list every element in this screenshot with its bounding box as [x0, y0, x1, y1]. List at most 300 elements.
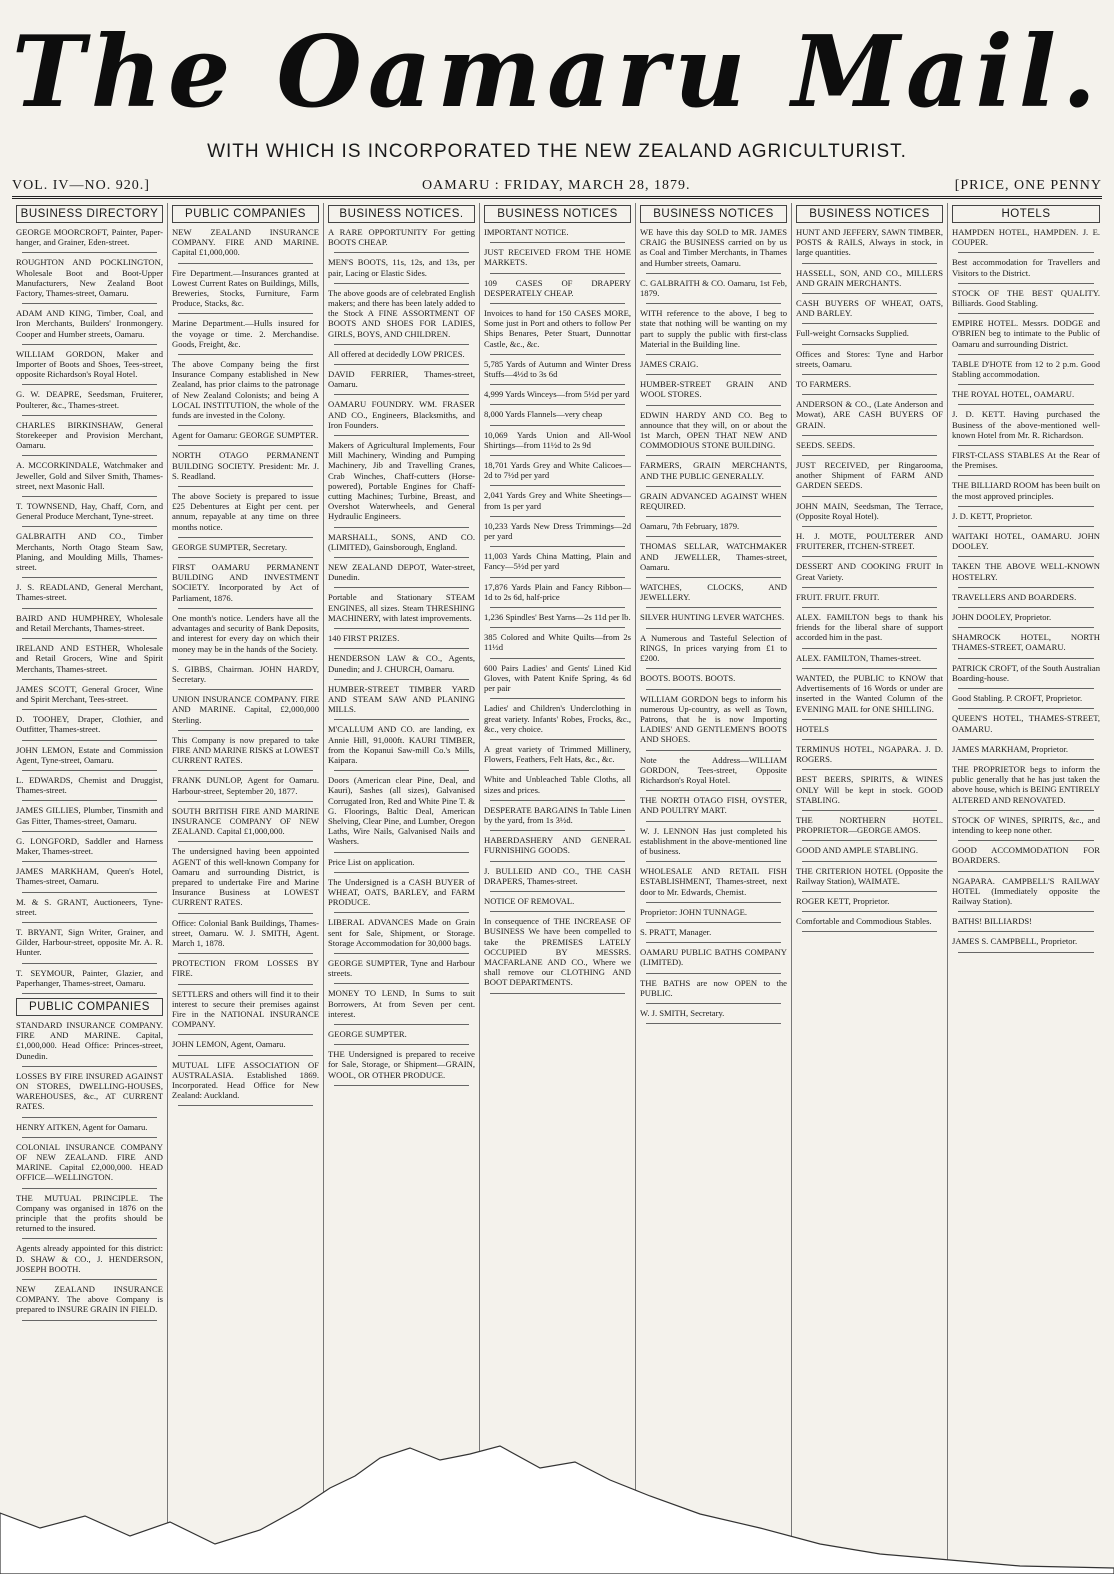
ad-divider	[334, 679, 469, 680]
advertisement: GOOD AND AMPLE STABLING.	[796, 845, 919, 856]
advertisement: 4,999 Yards Winceys—from 5½d per yard	[484, 389, 630, 400]
ad-divider	[802, 739, 937, 740]
ad-divider	[490, 242, 625, 243]
ad-divider	[646, 902, 781, 903]
advertisement: A RARE OPPORTUNITY For getting BOOTS CHEAP.	[328, 227, 475, 248]
advertisement: 2,041 Yards Grey and White Sheetings—from 1s per yard	[484, 490, 631, 511]
advertisement: BATHS! BILLIARDS!	[952, 916, 1032, 927]
advertisement: JOHN MAIN, Seedsman, The Terrace, (Opposite Royal Hotel).	[796, 500, 943, 521]
column-1	[12, 203, 168, 1568]
ad-divider	[334, 628, 469, 629]
column-heading: HOTELS	[952, 205, 1100, 223]
ad-divider	[22, 526, 157, 527]
advertisement: Offices and Stores: Tyne and Harbor streets, Oamaru.	[796, 348, 943, 369]
ad-divider	[178, 445, 313, 446]
ad-divider	[334, 1044, 469, 1045]
ad-divider	[646, 607, 781, 608]
ad-divider	[802, 263, 937, 264]
ad-divider	[958, 931, 1094, 932]
advertisement: EMPIRE HOTEL. Messrs. DODGE and O'BRIEN beg to intimate to the Public of Oamaru and surrounding District.	[952, 318, 1100, 349]
ad-divider	[646, 405, 781, 406]
ad-divider	[646, 668, 781, 669]
ad-divider	[802, 607, 937, 608]
advertisement: T. BRYANT, Sign Writer, Grainer, and Gilder, Harbour-street, opposite Mr. A. R. Hunter.	[16, 926, 163, 958]
column-heading: BUSINESS NOTICES	[796, 205, 943, 223]
advertisement: COLONIAL INSURANCE COMPANY OF NEW ZEALAND. FIRE AND MARINE. Capital £2,000,000. HEAD OFFICE—WELLINGTON.	[16, 1141, 163, 1183]
advertisement: All offered at decidedly LOW PRICES.	[328, 348, 465, 359]
ad-divider	[22, 252, 157, 253]
ad-divider	[22, 831, 157, 832]
ad-divider	[22, 608, 157, 609]
ad-divider	[802, 931, 937, 932]
advertisement: J. S. READLAND, General Merchant, Thames-street.	[16, 582, 163, 603]
advertisement: STOCK OF WINES, SPIRITS, &c., and intending to keep none other.	[952, 814, 1100, 835]
ad-divider	[490, 861, 625, 862]
ad-divider	[22, 922, 157, 923]
advertisement: Best accommodation for Travellers and Visitors to the District.	[952, 257, 1100, 278]
ad-divider	[958, 526, 1094, 527]
advertisement: WE have this day SOLD to MR. JAMES CRAIG the BUSINESS carried on by us as Coal and Timber Merchants, in Thames and Humber streets, Oamaru.	[640, 227, 787, 268]
ad-divider	[22, 1188, 157, 1189]
advertisement: THE CRITERION HOTEL (Opposite the Railway Station), WAIMATE.	[796, 865, 943, 886]
column-6	[792, 203, 948, 1568]
ad-divider	[958, 739, 1094, 740]
ad-divider	[646, 689, 781, 690]
advertisement: TO FARMERS.	[796, 379, 852, 390]
ad-divider	[22, 496, 157, 497]
ad-divider	[334, 1085, 469, 1086]
advertisement: ALEX. FAMILTON begs to thank his friends for the liberal share of support accorded him in the past.	[796, 612, 943, 643]
ad-divider	[490, 993, 625, 994]
advertisement: NORTH OTAGO PERMANENT BUILDING SOCIETY. President: Mr. J. S. Readland.	[172, 450, 319, 481]
ad-divider	[178, 313, 313, 314]
advertisement: This Company is now prepared to take FIRE AND MARINE RISKS at LOWEST CURRENT RATES.	[172, 734, 319, 766]
ad-divider	[802, 769, 937, 770]
advertisement: H. J. MOTE, POULTERER AND FRUITERER, ITCHEN-STREET.	[796, 531, 943, 552]
ad-divider	[802, 323, 937, 324]
ad-divider	[802, 911, 937, 912]
ad-divider	[334, 587, 469, 588]
ad-divider	[22, 963, 157, 964]
advertisement: DESPERATE BARGAINS In Table Linen by the yard, from 1s 3½d.	[484, 804, 631, 825]
advertisement: 10,069 Yards Union and All-Wool Shirtings—from 11½d to 2s 9d	[484, 429, 631, 450]
ad-divider	[178, 730, 313, 731]
ad-divider	[958, 587, 1094, 588]
ad-divider	[334, 953, 469, 954]
advertisement: S. PRATT, Manager.	[640, 926, 712, 937]
advertisement: JAMES MARKHAM, Proprietor.	[952, 743, 1069, 754]
advertisement: JOHN DOOLEY, Proprietor.	[952, 612, 1052, 623]
ad-divider	[490, 303, 625, 304]
advertisement: Agent for Oamaru: GEORGE SUMPTER.	[172, 430, 319, 441]
advertisement: WANTED, the PUBLIC to KNOW that Advertisements of 16 Words or under are inserted in the Wanted Column of the EVENING MAIL for ONE SHILLING.	[796, 672, 943, 714]
ad-divider	[958, 475, 1094, 476]
ad-divider	[646, 354, 781, 355]
ad-divider	[802, 648, 937, 649]
column-subheading: PUBLIC COMPANIES	[16, 998, 163, 1016]
ad-divider	[22, 455, 157, 456]
ad-divider	[646, 790, 781, 791]
ad-divider	[22, 740, 157, 741]
advertisement: L. EDWARDS, Chemist and Druggist, Thames-street.	[16, 774, 163, 796]
advertisement: PATRICK CROFT, of the South Australian Boarding-house.	[952, 662, 1101, 683]
advertisement: The above goods are of celebrated English makers; and there has been lately added to the Stock A FINE ASSORTMENT OF BOOTS AND SHOES FOR LADIES, GIRLS, BOYS, AND CHILDREN.	[328, 287, 475, 339]
ad-divider	[22, 892, 157, 893]
ad-divider	[490, 384, 625, 385]
ad-divider	[958, 384, 1094, 385]
ad-divider	[802, 455, 937, 456]
advertisement: Portable and Stationary STEAM ENGINES, all sizes. Steam THRESHING MACHINERY, with latest improvements.	[328, 592, 475, 623]
advertisement: JOHN LEMON, Estate and Commission Agent, Tyne-street, Oamaru.	[16, 744, 163, 765]
ad-divider	[490, 577, 625, 578]
advertisement: BAIRD AND HUMPHREY, Wholesale and Retail Merchants, Thames-street.	[16, 612, 163, 633]
ad-divider	[178, 689, 313, 690]
advertisement: Fire Department.—Insurances granted at Lowest Current Rates on Buildings, Mills, Breweries, Stocks, Furniture, Farm Produce, Stacks, &c.	[172, 267, 319, 309]
advertisement: WILLIAM GORDON begs to inform his numerous Up-country, as well as Town, Patrons, that he is now Importing LADIES' AND GENTLEMEN'S BOOTS AND SHOES.	[640, 693, 787, 745]
advertisement: Comfortable and Commodious Stables.	[796, 916, 932, 927]
advertisement: 140 FIRST PRIZES.	[328, 633, 400, 644]
advertisement: THE BATHS are now OPEN to the PUBLIC.	[640, 977, 787, 998]
ad-divider	[802, 344, 937, 345]
advertisement: BEST BEERS, SPIRITS, & WINES ONLY Will be kept in stock. GOOD STABLING.	[796, 774, 943, 805]
ad-divider	[646, 1003, 781, 1004]
advertisement: WILLIAM GORDON, Maker and Importer of Boots and Shoes, Tees-street, opposite Richardson's Royal Hotel.	[16, 348, 163, 380]
ad-divider	[334, 394, 469, 395]
ad-divider	[802, 526, 937, 527]
ad-divider	[22, 1320, 157, 1321]
advertisement: BOOTS. BOOTS. BOOTS.	[640, 673, 736, 684]
advertisement: G. W. DEAPRE, Seedsman, Fruiterer, Poulterer, &c., Thames-street.	[16, 389, 163, 410]
advertisement: 109 CASES OF DRAPERY DESPERATELY CHEAP.	[484, 277, 631, 298]
ad-divider	[178, 1055, 313, 1056]
advertisement: THE MUTUAL PRINCIPLE. The Company was organised in 1876 on the principle that the profits should be returned to the insured.	[16, 1192, 163, 1234]
column-4	[480, 203, 636, 1568]
ad-divider	[490, 739, 625, 740]
advertisement: Invoices to hand for 150 CASES MORE, Some just in Port and others to follow Per Ships Benares, Peter Stuart, Dunnottar Castle, &c., &c.	[484, 308, 631, 349]
advertisement: JAMES GILLIES, Plumber, Tinsmith and Gas Fitter, Thames-street, Oamaru.	[16, 805, 163, 826]
advertisement: The above Company being the first Insurance Company established in New Zealand, has prior claims to the patronage of New Zealand Colonists; and being A LOCAL INSTITUTION, the whole of the funds are invested in the Colony.	[172, 359, 319, 421]
ad-divider	[22, 415, 157, 416]
advertisement: OAMARU FOUNDRY. WM. FRASER AND CO., Engineers, Blacksmiths, and Iron Founders.	[328, 399, 475, 430]
ad-divider	[334, 1024, 469, 1025]
ad-divider	[178, 984, 313, 985]
advertisement: T. SEYMOUR, Painter, Glazier, and Paperhanger, Thames-street, Oamaru.	[16, 967, 163, 988]
advertisement: T. TOWNSEND, Hay, Chaff, Corn, and General Produce Merchant, Tyne-street.	[16, 501, 163, 522]
ad-divider	[646, 486, 781, 487]
ad-divider	[490, 607, 625, 608]
ad-divider	[178, 1105, 313, 1106]
ad-divider	[958, 708, 1094, 709]
ad-divider	[802, 435, 937, 436]
masthead-subtitle: WITH WHICH IS INCORPORATED THE NEW ZEALAND AGRICULTURIST.	[207, 141, 907, 162]
ad-divider	[958, 607, 1094, 608]
advertisement: J. D. KETT. Having purchased the Business of the above-mentioned well-known Hotel from Mr. R. Richardson.	[952, 409, 1100, 440]
ad-divider	[958, 952, 1094, 953]
advertisement: MONEY TO LEND, In Sums to suit Borrowers, At from Seven per cent. interest.	[328, 988, 475, 1019]
advertisement: THE NORTHERN HOTEL. PROPRIETOR—GEORGE AMOS.	[796, 814, 943, 836]
ad-divider	[490, 425, 625, 426]
column-heading: BUSINESS NOTICES	[640, 205, 787, 223]
advertisement: OAMARU PUBLIC BATHS COMPANY (LIMITED).	[640, 947, 787, 968]
advertisement: G. LONGFORD, Saddler and Harness Maker, Thames-street.	[16, 835, 163, 856]
ad-divider	[334, 435, 469, 436]
ad-divider	[334, 719, 469, 720]
column-heading: BUSINESS DIRECTORY	[16, 205, 163, 223]
ad-divider	[22, 577, 157, 578]
advertisement: HAMPDEN HOTEL, HAMPDEN. J. E. COUPER.	[952, 227, 1100, 248]
advertisement: M. & S. GRANT, Auctioneers, Tyne-street.	[16, 896, 163, 917]
advertisement: SOUTH BRITISH FIRE AND MARINE INSURANCE COMPANY OF NEW ZEALAND. Capital £1,000,000.	[172, 805, 319, 837]
advertisement: Oamaru, 7th February, 1879.	[640, 521, 740, 532]
ad-divider	[22, 1066, 157, 1067]
advertisement: A great variety of Trimmed Millinery, Flowers, Feathers, Felt Hats, &c., &c.	[484, 743, 631, 765]
masthead-rule	[12, 196, 1102, 199]
ad-divider	[802, 668, 937, 669]
advertisement: W. J. LENNON Has just completed his establishment in the above-mentioned line of business.	[640, 825, 787, 856]
volume-number: VOL. IV—NO. 920.]	[12, 178, 150, 193]
advertisement: GEORGE SUMPTER, Tyne and Harbour streets.	[328, 957, 475, 979]
advertisement: A Numerous and Tasteful Selection of RINGS, In prices varying from £1 to £200.	[640, 632, 787, 664]
advertisement: One month's notice. Lenders have all the advantages and security of Bank Deposits, and interest for every day on which their money may be in the hands of the Society.	[172, 612, 319, 654]
ad-divider	[334, 252, 469, 253]
ad-divider	[178, 608, 313, 609]
advertisement: A. MCCORKINDALE, Watchmaker and Jeweller, Gold and Silver Smith, Thames-street, next Masonic Hall.	[16, 460, 163, 491]
ad-divider	[490, 658, 625, 659]
ad-divider	[490, 546, 625, 547]
ad-divider	[802, 556, 937, 557]
ad-divider	[490, 516, 625, 517]
advertisement: J. D. KETT, Proprietor.	[952, 510, 1033, 521]
advertisement: NEW ZEALAND DEPOT, Water-street, Dunedin.	[328, 562, 475, 583]
column-heading: BUSINESS NOTICES	[484, 205, 631, 223]
advertisement: FRUIT. FRUIT. FRUIT.	[796, 591, 880, 602]
ad-divider	[490, 627, 625, 628]
advertisement: Agents already appointed for this district: D. SHAW & CO., J. HENDERSON, JOSEPH BOOTH.	[16, 1243, 163, 1274]
ad-divider	[802, 861, 937, 862]
issue-date: OAMARU : FRIDAY, MARCH 28, 1879.	[422, 178, 691, 193]
ad-divider	[958, 871, 1094, 872]
advertisement: THOMAS SELLAR, WATCHMAKER AND JEWELLER, Thames-street, Oamaru.	[640, 541, 787, 572]
advertisement: The above Society is prepared to issue £25 Debentures at Eight per cent. per annum, repayable at any time on three months notice.	[172, 491, 319, 532]
ad-divider	[490, 485, 625, 486]
advertisement: IRELAND AND ESTHER, Wholesale and Retail Grocers, Wine and Spirit Merchants, Thames-street.	[16, 643, 163, 674]
advertisement: SEEDS. SEEDS.	[796, 439, 855, 450]
ad-divider	[958, 688, 1094, 689]
ad-divider	[802, 810, 937, 811]
ad-divider	[334, 852, 469, 853]
advertisement: MARSHALL, SONS, AND CO. (LIMITED), Gainsborough, England.	[328, 531, 475, 552]
advertisement: TERMINUS HOTEL, NGAPARA. J. D. ROGERS.	[796, 743, 943, 765]
ad-divider	[958, 627, 1094, 628]
advertisement: JUST RECEIVED, per Ringarooma, another Shipment of FARM AND GARDEN SEEDS.	[796, 460, 943, 491]
advertisement: LOSSES BY FIRE INSURED AGAINST ON STORES, DWELLING-HOUSES, WAREHOUSES, &c., AT CURRENT RATES.	[16, 1070, 163, 1112]
advertisement: NEW ZEALAND INSURANCE COMPANY. The above Company is prepared to INSURE GRAIN IN FIELD.	[16, 1284, 163, 1315]
ad-divider	[178, 913, 313, 914]
advertisement: 8,000 Yards Flannels—very cheap	[484, 409, 603, 420]
ad-divider	[490, 404, 625, 405]
advertisement: GOOD ACCOMMODATION FOR BOARDERS.	[952, 845, 1100, 866]
advertisement: White and Unbleached Table Cloths, all sizes and prices.	[484, 774, 631, 795]
advertisement: Doors (American clear Pine, Deal, and Kauri), Sashes (all sizes), Galvanised Corrugated Iron, Red and White Pine T. & G. Floorings, Baltic Deal, American Shelving, Clear Pine, and Lumber, Oregon Laths, Wire Nails, Galvanised Nails and Washers.	[328, 775, 475, 847]
advertisement: 385 Colored and White Quilts—from 2s 11½d	[484, 632, 631, 653]
advertisement: JAMES S. CAMPBELL, Proprietor.	[952, 936, 1078, 947]
column-2	[168, 203, 324, 1568]
advertisement: EDWIN HARDY AND CO. Beg to announce that they will, on or about the 1st March, OPEN THAT NEW AND COMMODIOUS STONE BUILDING.	[640, 409, 787, 451]
issue-price: [PRICE, ONE PENNY	[954, 178, 1102, 193]
ad-divider	[22, 303, 157, 304]
ad-divider	[22, 1279, 157, 1280]
ad-divider	[178, 801, 313, 802]
ad-divider	[646, 303, 781, 304]
ad-divider	[334, 364, 469, 365]
ad-divider	[334, 283, 469, 284]
advertisement: Proprietor: JOHN TUNNAGE.	[640, 906, 748, 917]
advertisement: NGAPARA. CAMPBELL'S RAILWAY HOTEL (Immediately opposite the Railway Station).	[952, 875, 1100, 906]
ad-divider	[958, 911, 1094, 912]
advertisement: WITH reference to the above, I beg to state that nothing will be wanting on my part to supply the public with first-class Material in the Building line.	[640, 308, 787, 349]
ad-divider	[490, 911, 625, 912]
ad-divider	[958, 658, 1094, 659]
column-5	[636, 203, 792, 1568]
ad-divider	[802, 394, 937, 395]
ad-divider	[646, 273, 781, 274]
advertisement: JAMES CRAIG.	[640, 359, 699, 370]
column-heading: BUSINESS NOTICES.	[328, 205, 475, 223]
ad-divider	[22, 1137, 157, 1138]
ad-divider	[958, 556, 1094, 557]
ad-divider	[646, 536, 781, 537]
advertisement: HENDERSON LAW & CO., Agents, Dunedin; and J. CHURCH, Oamaru.	[328, 653, 475, 674]
ad-divider	[646, 628, 781, 629]
advertisement: TABLE D'HOTE from 12 to 2 p.m. Good Stabling accommodation.	[952, 358, 1100, 380]
advertisement: ROGER KETT, Proprietor.	[796, 895, 890, 906]
advertisement: FIRST OAMARU PERMANENT BUILDING AND INVESTMENT SOCIETY. Incorporated by Act of Parliament, 1876.	[172, 562, 319, 603]
ad-divider	[334, 770, 469, 771]
ad-divider	[334, 557, 469, 558]
advertisement: HENRY AITKEN, Agent for Oamaru.	[16, 1121, 148, 1132]
advertisement: LIBERAL ADVANCES Made on Grain sent for Sale, Shipment, or Storage. Storage Accommodation for 30,000 bags.	[328, 917, 475, 948]
advertisement: SILVER HUNTING LEVER WATCHES.	[640, 612, 785, 623]
ad-divider	[178, 263, 313, 264]
ad-divider	[334, 983, 469, 984]
advertisement: DAVID FERRIER, Thames-street, Oamaru.	[328, 369, 475, 390]
advertisement: HUMBER-STREET GRAIN AND WOOL STORES.	[640, 379, 787, 400]
advertisement: MUTUAL LIFE ASSOCIATION OF AUSTRALASIA. Established 1869. Incorporated. Head Office for New Zealand: Auckland.	[172, 1059, 319, 1101]
advertisement: HASSELL, SON, AND CO., MILLERS AND GRAIN MERCHANTS.	[796, 267, 943, 288]
advertisement: STANDARD INSURANCE COMPANY. FIRE AND MARINE. Capital, £1,000,000. Head Office: Princes-street, Dunedin.	[16, 1019, 163, 1061]
advertisement: FIRST-CLASS STABLES At the Rear of the Premises.	[952, 450, 1100, 471]
column-heading: PUBLIC COMPANIES	[172, 205, 319, 223]
advertisement: Full-weight Cornsacks Supplied.	[796, 328, 909, 339]
ad-divider	[22, 800, 157, 801]
column-3	[324, 203, 480, 1568]
ad-divider	[334, 912, 469, 913]
ad-divider	[802, 293, 937, 294]
ad-divider	[334, 872, 469, 873]
ad-divider	[22, 1117, 157, 1118]
ad-divider	[802, 374, 937, 375]
ad-divider	[958, 313, 1094, 314]
column-7	[948, 203, 1104, 1568]
advertisement: JUST RECEIVED FROM THE HOME MARKETS.	[484, 247, 631, 268]
advertisement: In consequence of THE INCREASE OF BUSINESS We have been compelled to take the PREMISES LATELY OCCUPIED BY MESSRS. MACFARLANE AND CO., Where we shall remove our CLOTHING AND BOOT DEPARTMENTS.	[484, 916, 631, 988]
advertisement: GEORGE MOORCROFT, Painter, Paper-hanger, and Grainer, Eden-street.	[16, 227, 163, 248]
advertisement: FARMERS, GRAIN MERCHANTS, AND THE PUBLIC GENERALLY.	[640, 460, 787, 481]
advertisement: CASH BUYERS OF WHEAT, OATS, AND BARLEY.	[796, 298, 943, 319]
ad-divider	[490, 455, 625, 456]
advertisement: HABERDASHERY AND GENERAL FURNISHING GOODS.	[484, 835, 631, 856]
ad-divider	[490, 830, 625, 831]
ad-divider	[178, 1034, 313, 1035]
advertisement: 11,003 Yards China Matting, Plain and Fancy—5½d per yard	[484, 551, 631, 572]
ad-divider	[646, 861, 781, 862]
ad-divider	[22, 344, 157, 345]
ad-divider	[334, 648, 469, 649]
advertisement: M'CALLUM AND CO. are landing, ex Annie Hill, 91,000ft. KAURI TIMBER, from the Kopanui Saw-mill Co.'s Mills, Kaipara.	[328, 724, 475, 765]
advertisement: JAMES MARKHAM, Queen's Hotel, Thames-street, Oamaru.	[16, 866, 163, 887]
ad-divider	[802, 587, 937, 588]
advertisement: NOTICE OF REMOVAL.	[484, 895, 575, 906]
newspaper-columns	[12, 203, 1104, 1568]
advertisement: D. TOOHEY, Draper, Clothier, and Outfitter, Thames-street.	[16, 714, 163, 735]
advertisement: STOCK OF THE BEST QUALITY. Billiards. Good Stabling.	[952, 287, 1100, 309]
advertisement: Note the Address—WILLIAM GORDON, Tees-street, Opposite Richardson's Royal Hotel.	[640, 754, 787, 785]
ad-divider	[178, 770, 313, 771]
advertisement: 600 Pairs Ladies' and Gents' Lined Kid Gloves, with Patent Knife Spring, 4s 6d per pair	[484, 662, 631, 694]
ad-divider	[646, 821, 781, 822]
ad-divider	[490, 698, 625, 699]
advertisement: HUMBER-STREET TIMBER YARD AND STEAM SAW AND PLANING MILLS.	[328, 683, 475, 715]
advertisement: WAITAKI HOTEL, OAMARU. JOHN DOOLEY.	[952, 531, 1100, 552]
ad-divider	[178, 557, 313, 558]
ad-divider	[958, 445, 1094, 446]
advertisement: JOHN LEMON, Agent, Oamaru.	[172, 1039, 286, 1050]
ad-divider	[22, 638, 157, 639]
advertisement: ADAM AND KING, Timber, Coal, and Iron Merchants, Builders' Ironmongery. Cooper and Humber streets, Oamaru.	[16, 308, 163, 339]
ad-divider	[958, 354, 1094, 355]
ad-divider	[490, 891, 625, 892]
ad-divider	[646, 516, 781, 517]
advertisement: 5,785 Yards of Autumn and Winter Dress Stuffs—4½d to 3s 6d	[484, 358, 631, 380]
advertisement: GEORGE SUMPTER.	[328, 1028, 407, 1039]
ad-divider	[334, 344, 469, 345]
ad-divider	[178, 354, 313, 355]
advertisement: 18,701 Yards Grey and White Calicoes—2d to 7½d per yard	[484, 460, 631, 481]
ad-divider	[646, 1023, 781, 1024]
advertisement: Makers of Agricultural Implements, Four Mill Machinery, Winding and Pumping Machinery, Jib and Travelling Cranes, Crab Winches, Chaff-cutters (Horse-powered), Portable Engines for Chaff-cutting Machines; Turbine, Breast, and Overshot Waterwheels, and General Hydraulic Engineers.	[328, 440, 475, 522]
advertisement: J. BULLEID AND CO., THE CASH DRAPERS, Thames-street.	[484, 865, 631, 886]
advertisement: SHAMROCK HOTEL, NORTH THAMES-STREET, OAMARU.	[952, 632, 1100, 653]
advertisement: NEW ZEALAND INSURANCE COMPANY. FIRE AND MARINE. Capital £1,000,000.	[172, 227, 319, 258]
ad-divider	[22, 861, 157, 862]
advertisement: THE Undersigned is prepared to receive for Sale, Storage, or Shipment—GRAIN, WOOL, OR OTHER PRODUCE.	[328, 1049, 475, 1080]
ad-divider	[178, 659, 313, 660]
advertisement: W. J. SMITH, Secretary.	[640, 1007, 725, 1018]
advertisement: The Undersigned is a CASH BUYER of WHEAT, OATS, BARLEY, and FARM PRODUCE.	[328, 876, 475, 908]
advertisement: ROUGHTON AND POCKLINGTON, Wholesale Boot and Boot-Upper Manufacturers, New Zealand Boot Factory, Thames-street, Oamaru.	[16, 257, 163, 299]
ad-divider	[958, 404, 1094, 405]
advertisement: MEN'S BOOTS, 11s, 12s, and 13s, per pair, Lacing or Elastic Sides.	[328, 257, 475, 278]
ad-divider	[490, 769, 625, 770]
ad-divider	[22, 993, 157, 994]
dateline	[12, 176, 1102, 196]
ad-divider	[178, 425, 313, 426]
ad-divider	[490, 354, 625, 355]
advertisement: DESSERT AND COOKING FRUIT In Great Variety.	[796, 561, 943, 582]
ad-divider	[646, 922, 781, 923]
advertisement: QUEEN'S HOTEL, THAMES-STREET, OAMARU.	[952, 713, 1100, 734]
advertisement: TRAVELLERS AND BOARDERS.	[952, 591, 1077, 602]
